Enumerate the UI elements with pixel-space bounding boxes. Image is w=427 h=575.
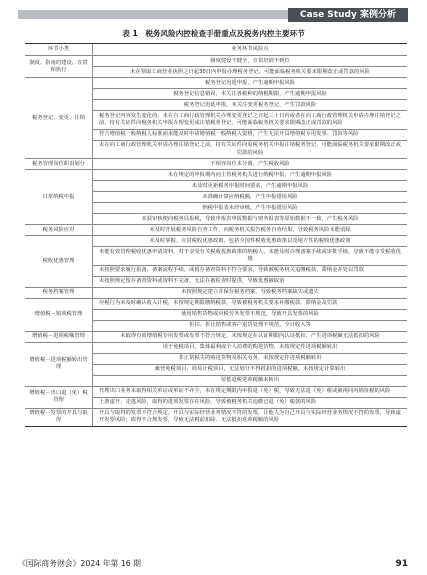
risk-point: 上游虚开、走逃风险，取得的进项发票存在风险，导致被税务机关追缴已退（免）税款的风险 xyxy=(99,398,317,405)
table-header-row xyxy=(25,44,407,56)
row-category: 税收优惠管理 xyxy=(25,236,93,286)
table-row xyxy=(25,170,407,225)
row-risk-points xyxy=(93,288,407,298)
row-category: 税务风险应对 xyxy=(25,225,93,235)
row-category: 税务登记、变更、注销 xyxy=(25,78,93,158)
row-risk-points xyxy=(93,299,407,331)
row-risk-points xyxy=(93,159,407,169)
risk-point: 未能有效管理税收优惠申请资料，对于享受有关税收优惠政策的纳税人，未能及时办理备案手续或审批手续，导致不能享受税收优惠 xyxy=(93,247,407,265)
risk-point: 未获审核便向税务局报税，导致申报表申报数据与财务报表等原始数据不一致，产生税务风险 xyxy=(141,215,359,222)
risk-point: 税务登记信息错误，未关注各税种的纳税期限，产生逾期申报风险 xyxy=(93,89,407,100)
column-header-risk-points: 业务环节风险点 xyxy=(231,46,269,52)
row-risk-points xyxy=(93,236,407,286)
risk-point: 税务登记迟延申报，未关注变更税务登记，产生罚款风险 xyxy=(93,100,407,111)
row-category: 增值税－进项税额管理 xyxy=(25,332,93,342)
row-risk-points xyxy=(93,387,407,408)
risk-point: 未及时开展税务风险自查工作，向税务机关报告税务自查结果，导致税务风险未能消除 xyxy=(149,226,351,233)
table-caption: 表 1 税务风险内控检查手册重点及税务内控主要环节 xyxy=(122,29,305,38)
risk-point: 非正常损失的购进货物及相关劳务，未按规定作进项税额转出 xyxy=(93,354,407,365)
risk-point: 折扣、折让销售或客户退货处理不规范，少计收入等 xyxy=(189,321,311,328)
row-risk-points xyxy=(93,409,407,426)
row-category: 增值税－发票的开具与取得 xyxy=(25,409,93,426)
risk-point: 未及时掌握、宣贯税收优惠政策，包括全国性税收优惠政策以及地方性的税收优惠政策 xyxy=(93,236,407,247)
risk-point: 未及时更新税务申报时间要求，产生逾期申报风险 xyxy=(93,181,407,192)
table-row xyxy=(25,299,407,332)
risk-point: 制度建设不健全，宣贯培训不到位 xyxy=(93,56,407,67)
risk-point: 应税行为未及时确认收入计税，未按规定期限缴纳税款，导致被税务机关要求补缴税款、滞纳金及罚款 xyxy=(93,299,407,310)
row-category: 增值税－出口退（免）税管理 xyxy=(25,387,93,408)
risk-point: 用于免税项目、集体福利或个人消费的购进货物，未按规定作进项税额转出 xyxy=(93,343,407,354)
row-category: 日常纳税申报 xyxy=(25,170,93,224)
row-risk-points xyxy=(93,170,407,224)
table-row xyxy=(25,288,407,299)
risk-point: 未准确计算应纳税额，产生申报错误风险 xyxy=(93,192,407,203)
row-risk-points xyxy=(93,78,407,158)
risk-point: 税务登记迟延申报，产生逾期申报风险 xyxy=(93,78,407,89)
publication-name: 《国际商务财会》2024 年第 16 期 xyxy=(18,559,141,568)
table-row xyxy=(25,56,407,78)
row-category: 税务管理岗位职责划分 xyxy=(25,159,93,169)
row-risk-points xyxy=(93,343,407,386)
section-label: Case Study 案例分析 xyxy=(288,8,408,22)
risk-point: 符合增值税一般纳税人标准而未能及时申请增值税一般纳税人资格，产生无法开具增值税专用发票、罚款等风险 xyxy=(93,130,407,141)
table-row xyxy=(25,225,407,236)
risk-point: 税务登记内容发生变化的，未在自工商行政管理机关办理变更登记之日起三十日内或者在向工商行政管理机关申请办理注销登记之前，持有关证件向税务机关申报办理变更或注销税务登记，可能面临税务机关要求限期改正或罚款的风险 xyxy=(93,111,407,129)
risk-point: 兼营免税项目、简易计税项目，无法划分不得抵扣的进项税额，未按规定计算转出 xyxy=(93,365,407,376)
header-decorative-band xyxy=(18,10,288,19)
table-row xyxy=(25,343,407,387)
row-category: 制度、指南的建设、宣贯和执行 xyxy=(25,56,93,77)
risk-point: 未在规定的申报期内向主管税务机关进行纳税申报，产生逾期申报风险 xyxy=(93,170,407,181)
risk-point: 未按照规定留存备查资料或资料不完备，无法在被检查时提供，导致优惠被取消 xyxy=(99,277,285,284)
row-category: 增值税－进项税额转出管理 xyxy=(25,343,93,386)
table-row xyxy=(25,387,407,409)
row-category: 增值税－销项税管理 xyxy=(25,299,93,331)
risk-point: 使用销售货物或应税劳务发票不规范，导致开具发票的风险 xyxy=(93,310,407,321)
table-row xyxy=(25,159,407,170)
risk-point: 纳税申报表未经审核，产生申报错误风险 xyxy=(93,203,407,214)
row-risk-points xyxy=(93,56,407,77)
table-row xyxy=(25,409,407,426)
risk-point: 未在领取工商营业执照之日起30日内申报办理税务登记，可能面临税务机关要求限期改正或罚款的风险 xyxy=(130,68,370,75)
table-row xyxy=(25,332,407,343)
risk-point: 未取得有效增值税专用发票或发票不符合规定，未按规定在认证期限内认证抵扣，产生进项税额无法抵扣的风险 xyxy=(120,332,380,339)
risk-point: 不相容岗位未分离，产生税收风险 xyxy=(210,160,290,167)
risk-control-table xyxy=(25,43,407,427)
table-row xyxy=(25,78,407,159)
top-header-bar xyxy=(0,0,427,26)
risk-point: 代理出口业务未取得相关单证或单证不齐全，未在规定期限内申报退（免）税，导致无法退（免）税或被视同内销征税的风险 xyxy=(93,387,407,398)
risk-point: 留抵退税进项税额未转出 xyxy=(220,376,280,383)
page-footer xyxy=(18,558,408,570)
row-risk-points xyxy=(93,225,407,235)
row-category: 税务档案管理 xyxy=(25,288,93,298)
risk-point: 未按照要求履行报备、备案流程手续，或留存备查资料不符合要求，导致被税务机关追缴税款、滞纳金并处以罚款 xyxy=(93,266,407,277)
row-risk-points xyxy=(93,332,407,342)
page-number: 91 xyxy=(395,559,408,569)
table-body xyxy=(25,56,407,426)
risk-point: 未按照规定建立并保存税务档案，导致税务档案缺失或遗失 xyxy=(181,288,319,295)
risk-point: 开具与取得的发票不符合规定，开具与实际经营业务情况不符的发票，让他人为自己开具与实际经营业务情况不符的发票，导致虚开发票风险；取得不合规发票，导致无法税前扣除、无法抵扣进项税额的风险 xyxy=(99,409,401,424)
column-header-category: 环节小类 xyxy=(25,44,93,55)
risk-point: 未在向工商行政管理机关申请办理注销登记之前，持有关证件向原税务机关申报注销税务登记，可能面临税务机关要求限期改正或罚款的风险 xyxy=(99,142,401,156)
table-row xyxy=(25,236,407,287)
